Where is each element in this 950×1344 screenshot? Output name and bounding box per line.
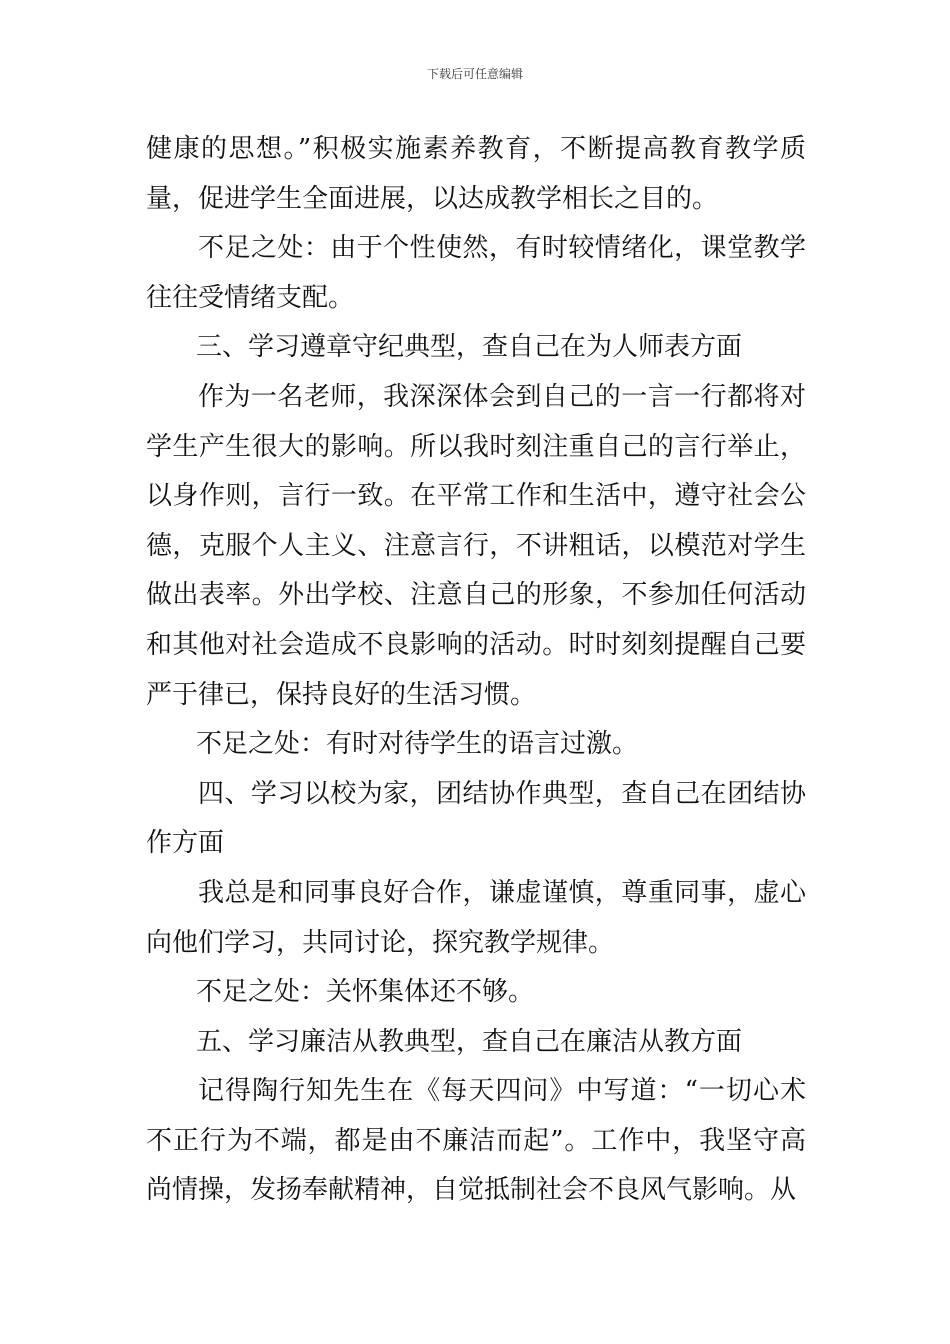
paragraph: 不足之处：由于个性使然，有时较情绪化，课堂教学往往受情绪支配。 xyxy=(146,233,806,313)
section-heading: 四、学习以校为家，团结协作典型，查自己在团结协作方面 xyxy=(146,778,806,859)
paragraph: 我总是和同事良好合作，谦虚谨慎，尊重同事，虚心向他们学习，共同讨论，探究教学规律。 xyxy=(146,877,806,958)
paragraph: 不足之处：有时对待学生的语言过激。 xyxy=(196,729,639,760)
document-body xyxy=(146,125,806,1216)
paragraph: 不足之处：关怀集体还不够。 xyxy=(196,977,535,1008)
paragraph: 作为一名老师，我深深体会到自己的一言一行都将对学生产生很大的影响。所以我时刻注重自己的言行举止，以身作则，言行一致。在平常工作和生活中，遵守社会公德，克服个人主义、注意言行，不讲粗话，以模范对学生做出表率。外出学校、注意自己的形象，不参加任何活动和其他对社会造成不良影响的活动。时时刻刻提醒自己要严于律已，保持良好的生活习惯。 xyxy=(146,381,806,710)
section-heading: 三、学习遵章守纪典型，查自己在为人师表方面 xyxy=(196,332,743,363)
paragraph: 健康的思想。”积极实施素养教育，不断提高教育教学质量，促进学生全面进展，以达成教学相长之目的。 xyxy=(146,134,806,214)
paragraph: 记得陶行知先生在《每天四问》中写道：“一切心术不正行为不端，都是由不廉洁而起”。工作中，我坚守高尚情操，发扬奉献精神，自觉抵制社会不良风气影响。从 xyxy=(146,1076,806,1206)
page-header: 下载后可任意编辑 xyxy=(426,67,523,81)
section-heading: 五、学习廉洁从教典型，查自己在廉洁从教方面 xyxy=(196,1026,743,1057)
